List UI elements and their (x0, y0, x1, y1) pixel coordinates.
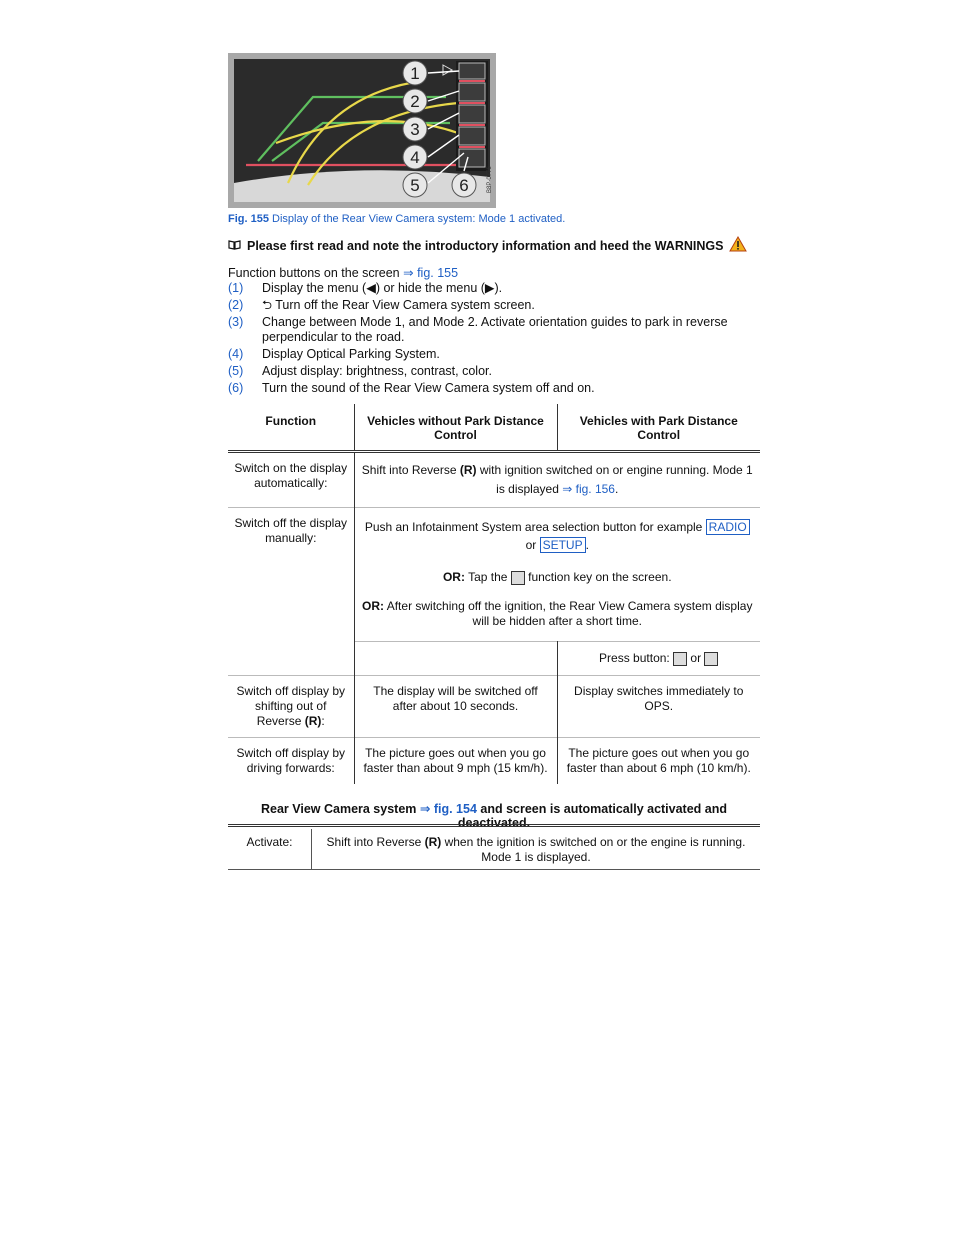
row-cell (354, 508, 760, 642)
cell-text: Tap the (464, 570, 511, 584)
figure-caption-text: Display of the Rear View Camera system: Mode 1 activated. (272, 213, 566, 225)
radio-key[interactable]: RADIO (706, 519, 750, 535)
row-cell: Display switches immediately to OPS. (557, 676, 760, 738)
function-num: (4) (228, 347, 244, 361)
callout-5: 5 (410, 176, 420, 195)
callout-3: 3 (410, 120, 420, 139)
row-cell: The display will be switched off after about 10 seconds. (354, 676, 557, 738)
activate-text (312, 829, 760, 869)
figure-code: B8P-0776 (487, 166, 493, 193)
callout-4: 4 (410, 148, 420, 167)
read-first-text: Please first read and note the introductory information and heed the WARNINGS (247, 238, 724, 253)
table-row (228, 738, 760, 785)
book-icon (228, 239, 241, 253)
functions-intro (228, 265, 458, 280)
table-row (228, 452, 760, 508)
header-with-pdc: Vehicles with Park Distance Control (557, 404, 760, 452)
row-cell (557, 642, 760, 676)
read-first-notice (228, 236, 747, 255)
row-label: Switch on the display automatically: (234, 461, 348, 490)
fig-154-link[interactable]: ⇒ fig. 154 (419, 802, 477, 816)
function-text: ⮌ Turn off the Rear View Camera system screen. (262, 298, 535, 312)
function-num: (5) (228, 364, 244, 378)
cell-bold: (R) (424, 835, 442, 849)
warning-icon (729, 236, 747, 255)
row-cell: The picture goes out when you go faster than about 6 mph (10 km/h). (557, 738, 760, 785)
function-item (228, 347, 768, 362)
table2-top-rule (228, 824, 760, 827)
callout-2: 2 (410, 92, 420, 111)
function-item (228, 315, 768, 345)
functions-intro-text: Function buttons on the screen (228, 266, 400, 280)
rear-camera-figure (228, 53, 496, 208)
callout-6: 6 (459, 176, 469, 195)
function-text: Display Optical Parking System. (262, 347, 440, 361)
row-label: Switch off display by driving forwards: (236, 746, 345, 775)
cell-text: . (585, 538, 589, 552)
cell-text: : (321, 714, 325, 728)
cell-text: After switching off the ignition, the Rear View Camera system display will be hidden after a short time. (384, 599, 753, 628)
function-item (228, 281, 768, 296)
function-num: (6) (228, 381, 244, 395)
function-item (228, 298, 768, 313)
function-text: Adjust display: brightness, contrast, color. (262, 364, 492, 378)
table-row (228, 676, 760, 738)
row-label (228, 676, 354, 738)
camera-key-icon[interactable] (704, 652, 718, 666)
table-header-row (228, 404, 760, 452)
return-key-icon[interactable] (511, 571, 525, 585)
fig-155-link[interactable]: ⇒ fig. 155 (403, 266, 459, 280)
function-item (228, 381, 768, 396)
section-title-text: and screen is automatically activated and deactivated. (457, 802, 728, 830)
cell-text: Switch off display by shifting out of Reverse (236, 684, 345, 728)
header-function: Function (265, 414, 317, 428)
cell-text: Shift into Reverse (326, 835, 425, 849)
p-key-icon[interactable] (673, 652, 687, 666)
function-num: (2) (228, 298, 244, 312)
function-num: (3) (228, 315, 244, 329)
table-row (228, 508, 760, 642)
figure-label: Fig. 155 (228, 213, 269, 225)
cell-bold: (R) (459, 463, 477, 477)
function-num: (1) (228, 281, 244, 295)
section-title-text: Rear View Camera system (260, 802, 420, 816)
cell-text: . (614, 482, 619, 496)
function-item (228, 364, 768, 379)
function-list (228, 281, 768, 398)
row-label: Switch off the display manually: (234, 516, 347, 545)
cell-paragraph (361, 570, 755, 585)
cell-bold: (R) (304, 714, 322, 728)
cell-paragraph (361, 518, 755, 554)
function-text: Turn the sound of the Rear View Camera system off and on. (262, 381, 595, 395)
figure-caption (228, 213, 565, 225)
cell-text: or (687, 651, 705, 665)
row-cell-empty (354, 642, 557, 676)
row-cell: The picture goes out when you go faster than about 9 mph (15 km/h). (354, 738, 557, 785)
fig-156-link[interactable]: ⇒ fig. 156 (562, 482, 615, 496)
function-text: Display the menu (◀) or hide the menu (▶). (262, 281, 503, 295)
camera-function-table (228, 404, 760, 784)
activate-label: Activate: (228, 829, 312, 869)
activate-table (228, 829, 760, 870)
cell-text: Press button: (599, 651, 674, 665)
cell-text: when the ignition is switched on or the engine is running. Mode 1 is displayed. (441, 835, 746, 864)
row-cell (354, 452, 760, 508)
function-text: Change between Mode 1, and Mode 2. Activate orientation guides to park in reverse perpendicular to the road. (262, 315, 728, 344)
cell-text: Push an Infotainment System area selection button for example (364, 520, 706, 534)
cell-bold: OR: (362, 599, 385, 613)
setup-key[interactable]: SETUP (540, 537, 586, 553)
cell-bold: OR: (442, 570, 465, 584)
cell-text: with ignition switched on or engine running. Mode 1 is displayed (476, 463, 753, 496)
cell-text: function key on the screen. (524, 570, 672, 584)
cell-paragraph (361, 599, 755, 629)
cell-text: Shift into Reverse (361, 463, 460, 477)
cell-text: or (525, 538, 540, 552)
header-without-pdc: Vehicles without Park Distance Control (354, 404, 557, 452)
callout-1: 1 (410, 64, 420, 83)
